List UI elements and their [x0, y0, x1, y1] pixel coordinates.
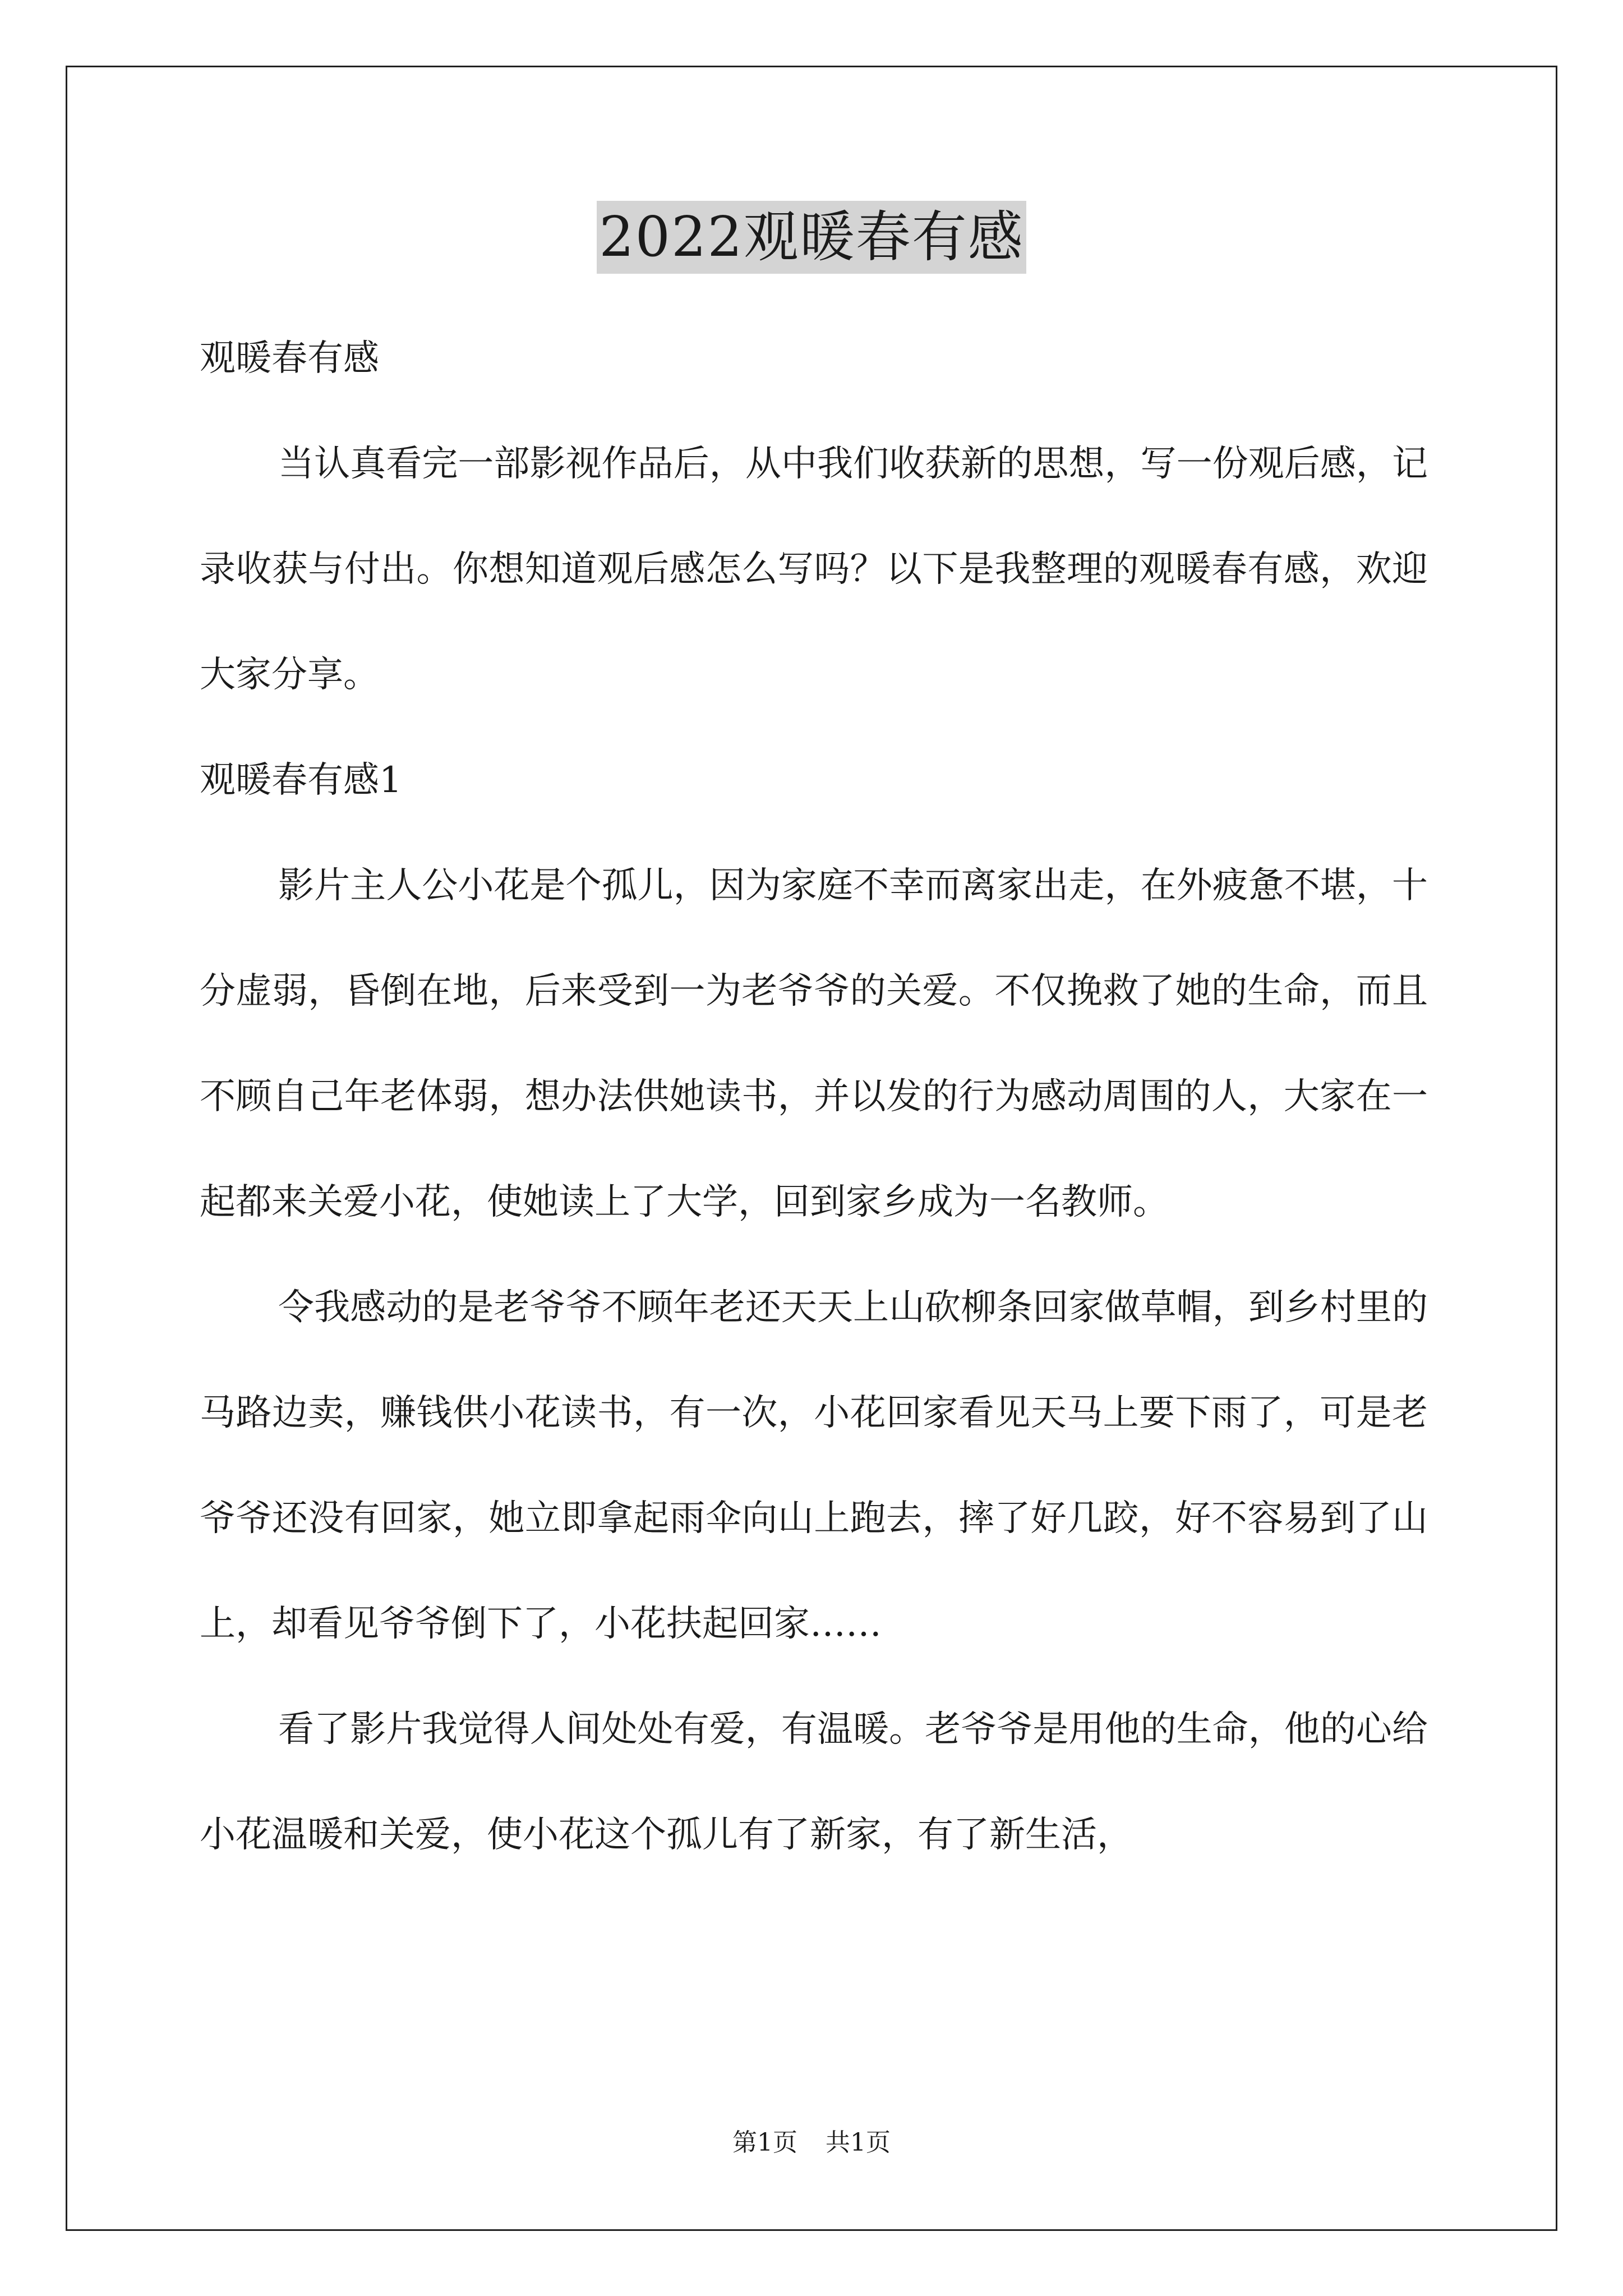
title-container [0, 201, 1623, 274]
document-heading: 观暖春有感 [200, 338, 379, 379]
document-body [200, 306, 1428, 1888]
document-title: 2022观暖春有感 [597, 201, 1026, 274]
page-footer [0, 2126, 1623, 2160]
page-number: 第1页 [732, 2128, 797, 2157]
body-paragraph: 影片主人公小花是个孤儿，因为家庭不幸而离家出走，在外疲惫不堪，十分虚弱，昏倒在地，后来受到一为老爷爷的关爱。不仅挽救了她的生命，而且不顾自己年老体弱，想办法供她读书，并以发的行为感动周围的人，大家在一起都来关爱小花，使她读上了大学，回到家乡成为一名教师。 [200, 865, 1428, 1223]
section-heading: 观暖春有感1 [200, 760, 402, 801]
body-paragraph: 令我感动的是老爷爷不顾年老还天天上山砍柳条回家做草帽，到乡村里的马路边卖，赚钱供小花读书，有一次，小花回家看见天马上要下雨了，可是老爷爷还没有回家，她立即拿起雨伞向山上跑去，摔了好几跤，好不容易到了山上，却看见爷爷倒下了，小花扶起回家…… [200, 1287, 1428, 1645]
body-paragraph: 看了影片我觉得人间处处有爱，有温暖。老爷爷是用他的生命，他的心给小花温暖和关爱，使小花这个孤儿有了新家，有了新生活， [200, 1709, 1428, 1856]
intro-paragraph: 当认真看完一部影视作品后，从中我们收获新的思想，写一份观后感，记录收获与付出。你想知道观后感怎么写吗？以下是我整理的观暖春有感，欢迎大家分享。 [200, 443, 1428, 696]
page-total: 共1页 [826, 2128, 891, 2157]
